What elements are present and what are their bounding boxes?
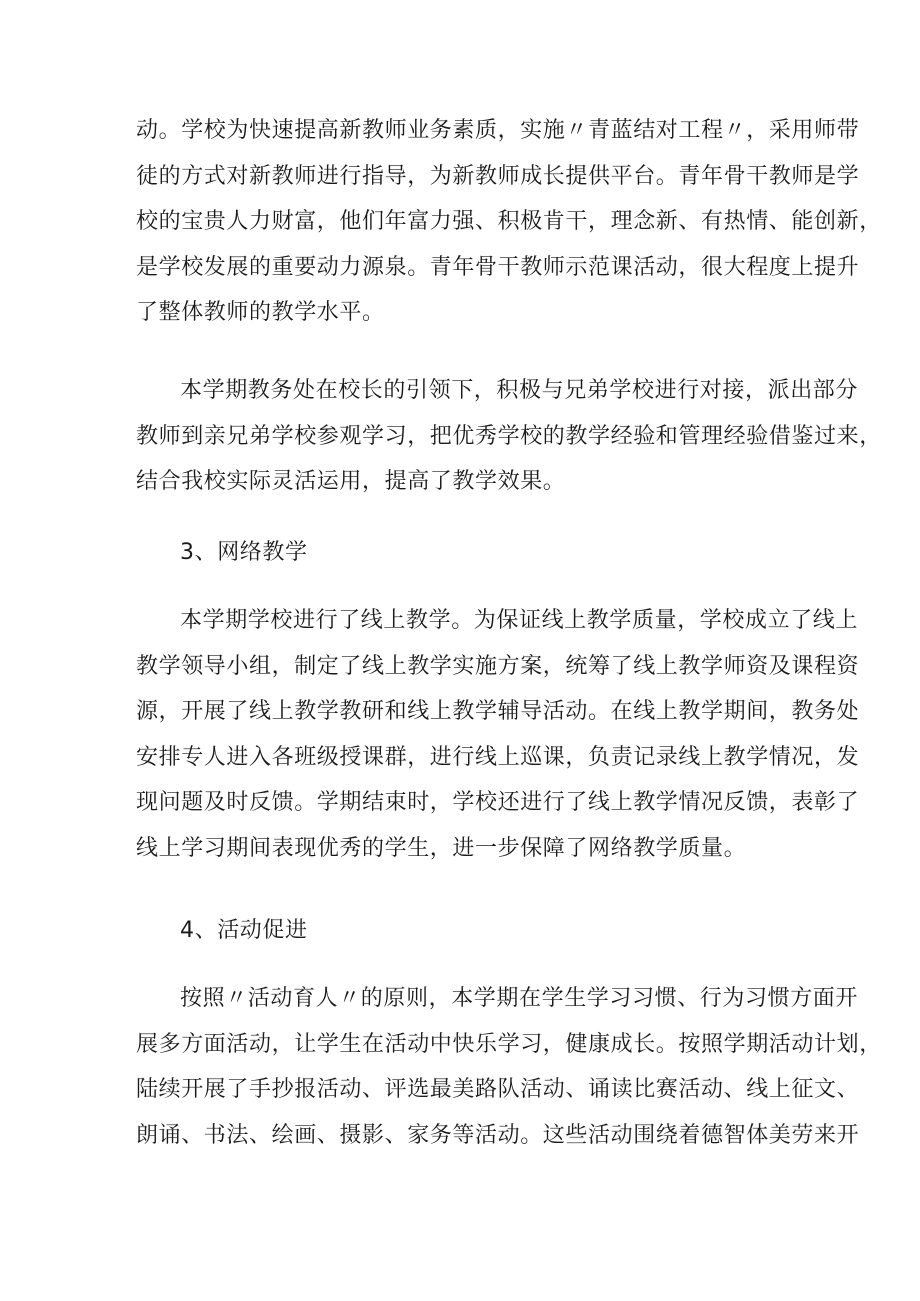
paragraph-activities [136,976,882,1158]
text-line: 本学期学校进行了线上教学。为保证线上教学质量，学校成立了线上 [180,608,859,633]
text-line: 展多方面活动，让学生在活动中快乐学习，健康成长。按照学期活动计划， [136,1031,882,1057]
text-line: 本学期教务处在校长的引领下，积极与兄弟学校进行对接，派出部分 [180,378,859,403]
text-line: 了整体教师的教学水平。 [136,300,385,325]
text-line: 徒的方式对新教师进行指导，为新教师成长提供平台。青年骨干教师是学 [136,163,860,189]
paragraph-school-exchange [136,368,882,505]
text-line: 是学校发展的重要动力源泉。青年骨干教师示范课活动，很大程度上提升 [136,254,860,280]
text-line: 陆续开展了手抄报活动、评选最美路队活动、诵读比赛活动、线上征文、 [136,1077,860,1102]
text-line: 安排专人进入各班级授课群，进行线上巡课，负责记录线上教学情况，发 [136,744,860,770]
paragraph-teacher-mentoring [136,108,882,336]
paragraph-online-teaching [136,598,860,871]
section-heading-activities: 4、活动促进 [180,918,308,943]
section-heading-online-teaching: 3、网络教学 [180,540,308,565]
text-line: 按照〃活动育人〃的原则，本学期在学生学习习惯、行为习惯方面开 [180,986,859,1011]
text-line: 动。学校为快速提高新教师业务素质，实施〃青蓝结对工程〃，采用师带 [136,118,860,143]
text-line: 源，开展了线上教学教研和线上教学辅导活动。在线上教学期间，教务处 [136,699,860,724]
text-line: 线上学习期间表现优秀的学生，进一步保障了网络教学质量。 [136,835,747,861]
text-line: 教学领导小组，制定了线上教学实施方案，统筹了线上教学师资及课程资 [136,653,860,679]
text-line: 朗诵、书法、绘画、摄影、家务等活动。这些活动围绕着德智体美劳来开 [136,1122,860,1148]
text-line: 现问题及时反馈。学期结束时，学校还进行了线上教学情况反馈，表彰了 [136,790,860,815]
text-line: 教师到亲兄弟学校参观学习，把优秀学校的教学经验和管理经验借鉴过来， [136,423,882,449]
text-line: 结合我校实际灵活运用，提高了教学效果。 [136,469,566,494]
text-line: 校的宝贵人力财富，他们年富力强、积极肯干，理念新、有热情、能创新， [136,209,882,234]
